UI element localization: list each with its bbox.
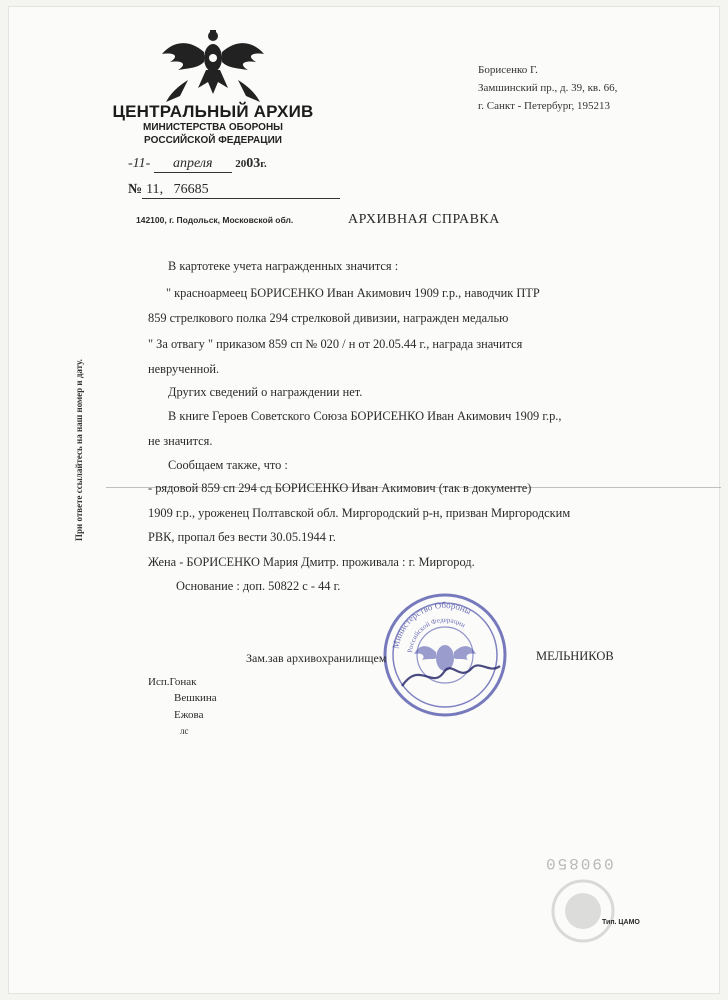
body-line-11: 1909 г.р., уроженец Полтавской обл. Миргородский р-н, призван Миргородским (148, 506, 571, 520)
body-line-12: РВК, пропал без вести 30.05.1944 г. (148, 530, 336, 544)
typography-mark: Тип. ЦАМО (602, 919, 640, 926)
date-year-suffix: 03 (246, 156, 261, 171)
body-line-10: - рядовой 859 сп 294 сд БОРИСЕНКО Иван Акимович (так в документе) (148, 481, 532, 495)
postal-address: 142100, г. Подольск, Московской обл. (136, 215, 294, 225)
date-month: апреля (154, 156, 232, 173)
org-name: ЦЕНТРАЛЬНЫЙ АРХИВ (112, 102, 314, 121)
recipient-street: Замшинский пр., д. 39, кв. 66, (478, 82, 618, 94)
number-line (128, 182, 340, 199)
body-line-4 (148, 337, 522, 352)
number-value: 11 (146, 182, 160, 197)
org-subtitle-1: МИНИСТЕРСТВА ОБОРОНЫ (143, 122, 283, 133)
body-line-13: Жена - БОРИСЕНКО Мария Дмитр. проживала : г. Миргород. (148, 555, 475, 569)
date-day: -11- (128, 156, 151, 171)
org-subtitle-2: РОССИЙСКОЙ ФЕДЕРАЦИИ (144, 135, 282, 146)
award-text: " За отвагу " приказом 859 сп № 020 / н от 20.05.44 г., награда значится (148, 337, 523, 351)
recipient-city: г. Санкт - Петербург, 195213 (478, 100, 611, 112)
body-line-5: неврученной. (148, 362, 220, 376)
official-seal-icon (380, 590, 510, 720)
eagle-emblem-icon (158, 28, 268, 106)
document-title: АРХИВНАЯ СПРАВКА (348, 212, 500, 227)
document-page (8, 6, 720, 994)
executor-3: Ежова (174, 709, 204, 721)
basis-line: Основание : доп. 50822 с - 44 г. (176, 579, 341, 593)
body-line-8: не значится. (148, 434, 213, 448)
body-line-7: В книге Героев Советского Союза БОРИСЕНКО Иван Акимович 1909 г.р., (168, 409, 562, 423)
stamp-text-top: Министерство Обороны (390, 599, 473, 650)
faded-stamp-icon (548, 876, 618, 946)
stamp-text-mid: Российской Федерации (406, 615, 467, 654)
number-value-2: 76685 (173, 182, 209, 197)
body-line-2: " красноармеец БОРИСЕНКО Иван Акимович 1909 г.р., наводчик ПТР (166, 286, 540, 300)
executor-4: лс (180, 726, 189, 736)
date-line (128, 156, 267, 173)
recipient-name: Борисенко Г. (478, 64, 538, 76)
signatory-name: МЕЛЬНИКОВ (536, 649, 614, 663)
serial-number: 090850 (544, 854, 614, 872)
executor-2: Вешкина (174, 692, 217, 704)
number-prefix: № (128, 182, 143, 197)
executor-1: Исп.Гонак (148, 676, 197, 688)
body-line-6: Других сведений о награждении нет. (168, 385, 363, 399)
signatory-position: Зам.зав архивохранилищем (246, 651, 387, 665)
body-line-3: 859 стрелкового полка 294 стрелковой дивизии, награжден медалью (148, 311, 509, 325)
body-line-9: Сообщаем также, что : (168, 458, 288, 472)
number-field: 11, 76685 (142, 182, 340, 199)
side-note: При ответе ссылайтесь на наш номер и дату. (74, 359, 84, 541)
date-year-unit: г. (260, 158, 267, 170)
svg-text:Российской Федерации (406, 616, 467, 653)
body-line-1: В картотеке учета награжденных значится : (168, 259, 399, 273)
date-year-prefix: 20 (235, 158, 247, 170)
